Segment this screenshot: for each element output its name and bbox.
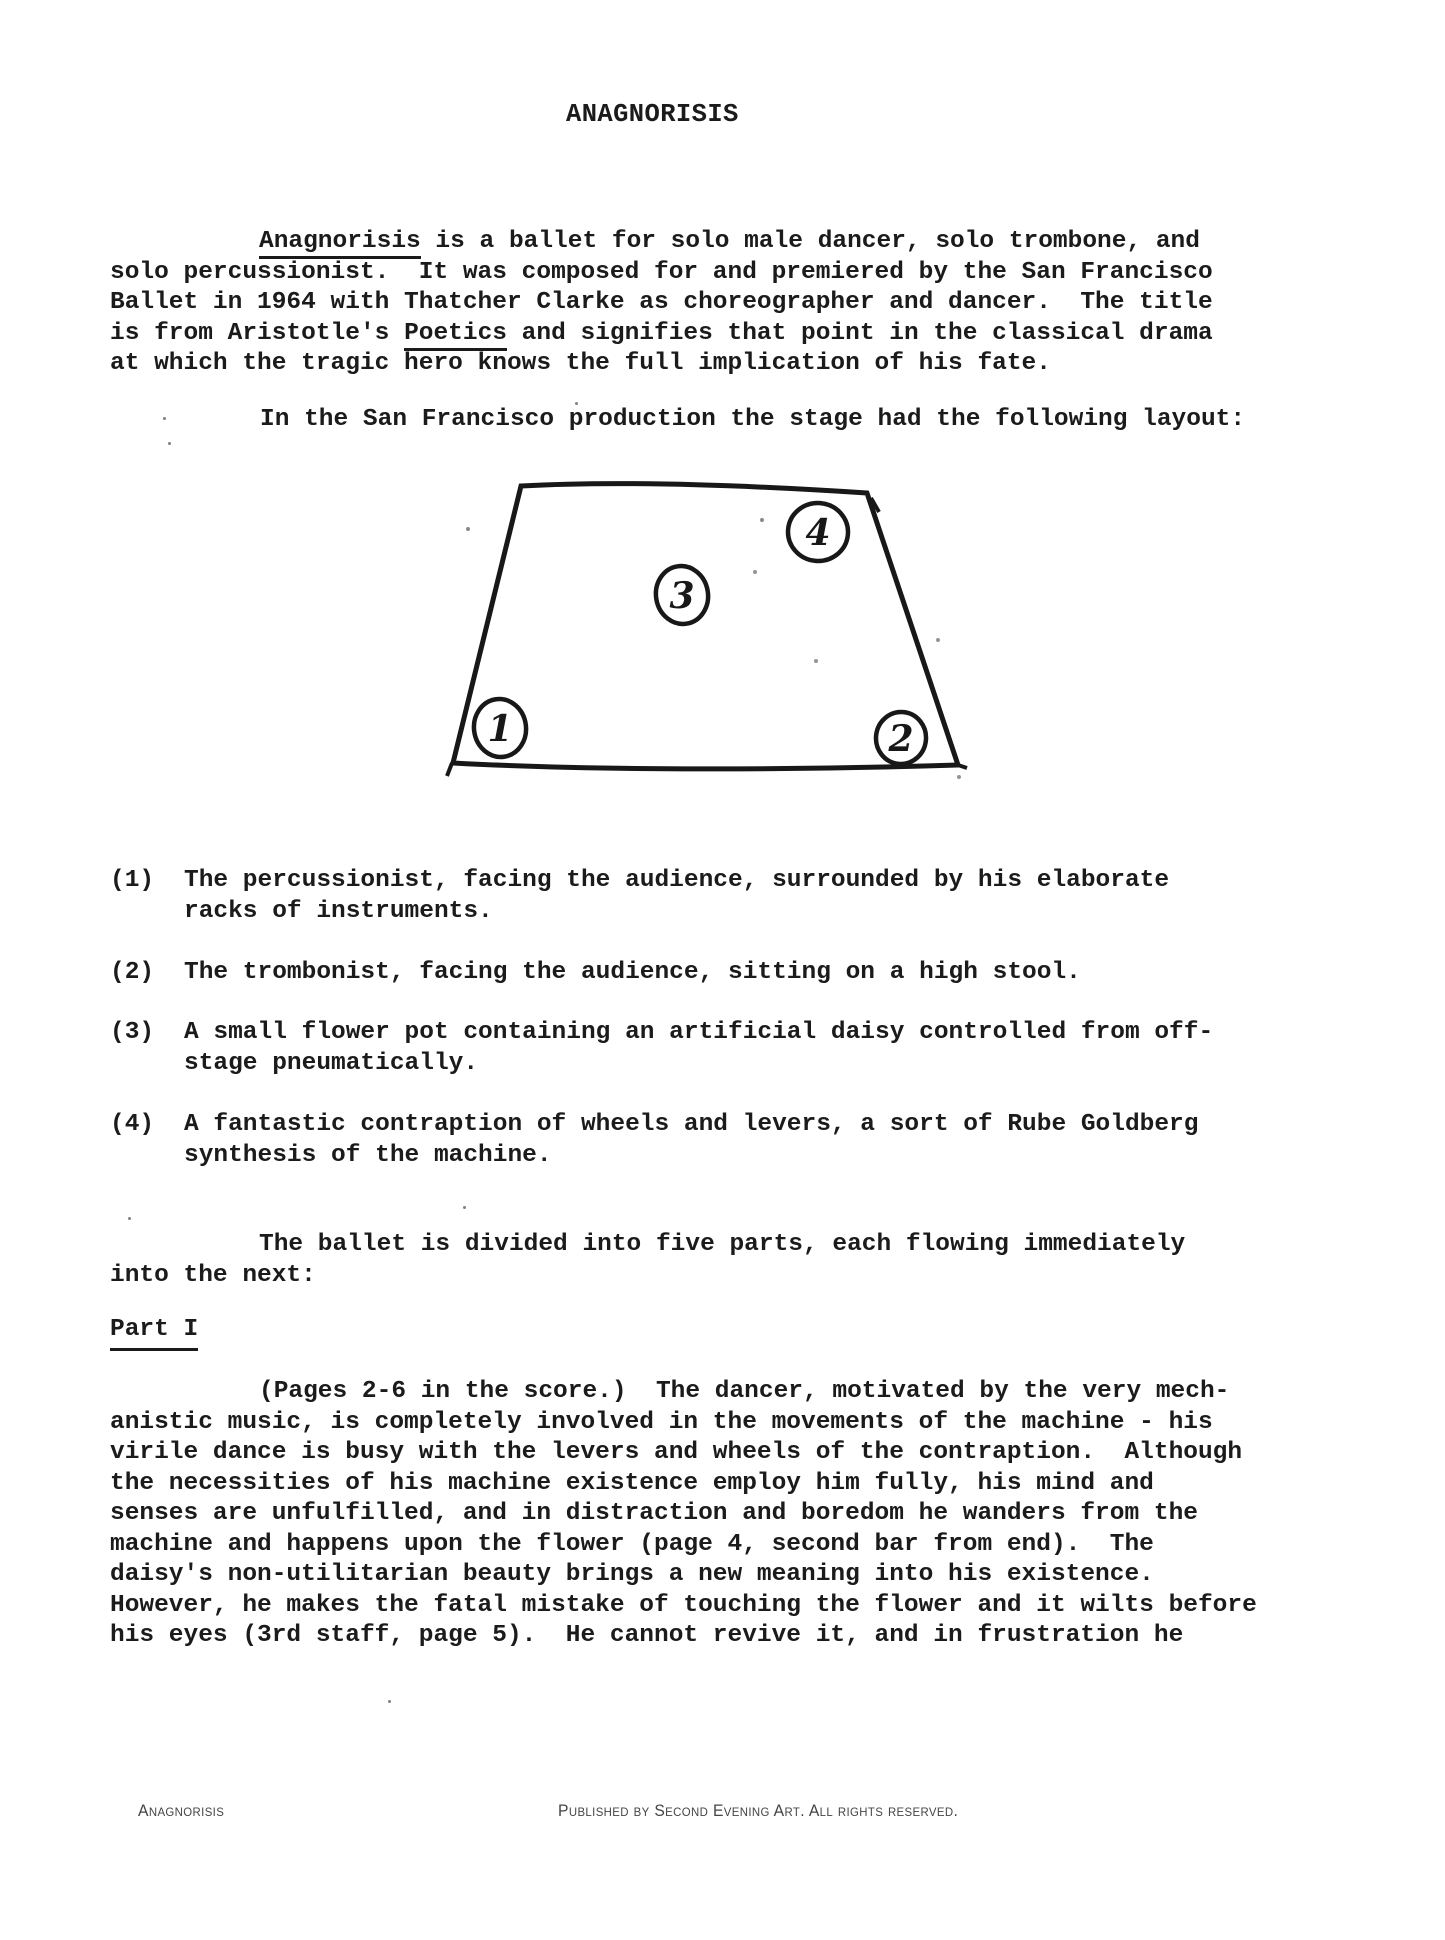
stage-diagram [430,465,975,785]
list-item-number: (4) [110,1111,155,1138]
scan-speck [753,570,757,574]
list-item-number: (1) [110,867,155,894]
page-title: ANAGNORISIS [566,100,739,129]
intro-line: at which the tragic hero knows the full implication of his fate. [110,350,1051,377]
pen-overshoot-mark [958,765,967,768]
circled-number-4 [786,500,851,563]
list-item: (3) A small flower pot containing an artificial daisy controlled from off- stage pneumatically. [110,1019,1214,1077]
scan-speck [466,527,470,531]
list-item: (4) A fantastic contraption of wheels and levers, a sort of Rube Goldberg synthesis of the machine. [110,1111,1199,1169]
circled-number-2 [873,710,928,767]
intro-line: is from Aristotle's Poetics and signifies that point in the classical drama [110,319,1213,350]
stage-outline [453,484,958,769]
scan-speck [463,1206,466,1209]
intro-line: Anagnorisis is a ballet for solo male dancer, solo trombone, and [110,227,1213,258]
footer-publisher: Published by Second Evening Art. All rights reserved. [558,1802,959,1820]
svg-text:2: 2 [888,718,914,760]
scan-speck [168,442,171,445]
underlined-word: Poetics [404,320,507,351]
svg-text:3: 3 [669,575,695,617]
list-item: (2) The trombonist, facing the audience, sitting on a high stool. [110,959,1081,986]
list-item-number: (2) [110,959,155,986]
intro-paragraph [110,227,1213,380]
list-item-number: (3) [110,1019,155,1046]
svg-text:4: 4 [805,512,831,554]
intro-line: solo percussionist. It was composed for and premiered by the San Francisco [110,258,1213,286]
scan-speck [163,417,166,420]
part1-heading-wrap [110,1315,198,1351]
pen-overshoot-mark [447,763,452,776]
stage-layout-intro: In the San Francisco production the stage had the following layout: [260,406,1246,433]
underlined-word: Anagnorisis [259,228,421,259]
scan-speck [128,1217,131,1220]
division-paragraph: The ballet is divided into five parts, each flowing immediately into the next: [110,1231,1186,1289]
circled-number-3 [651,562,712,628]
list-item: (1) The percussionist, facing the audience, surrounded by his elaborate racks of instruments. [110,867,1170,925]
scan-speck [814,659,818,663]
scan-speck [575,402,578,405]
scan-speck [388,1700,391,1703]
part1-heading: Part I [110,1315,198,1351]
intro-line: Ballet in 1964 with Thatcher Clarke as choreographer and dancer. The title [110,289,1213,316]
scan-speck [957,775,961,779]
scan-speck [760,518,764,522]
circled-number-1 [470,696,530,761]
scan-speck [936,638,940,642]
part1-paragraph: (Pages 2-6 in the score.) The dancer, motivated by the very mech- anistic music, is completely involved in the movements of the machine - his virile dance is busy with the levers and wheels of the contraption. Although the necessities of his machine existence employ him fully, his mind and senses are unfulfilled, and in distraction and boredom he wanders from the machine and happens upon the flower (page 4, second bar from end). The daisy's non-utilitarian beauty brings a new meaning into his existence. However, he makes the fatal mistake of touching the flower and it wilts before his eyes (3rd staff, page 5). He cannot revive it, and in frustration he [110,1378,1257,1649]
svg-text:1: 1 [487,708,513,750]
footer-title: Anagnorisis [138,1802,225,1820]
